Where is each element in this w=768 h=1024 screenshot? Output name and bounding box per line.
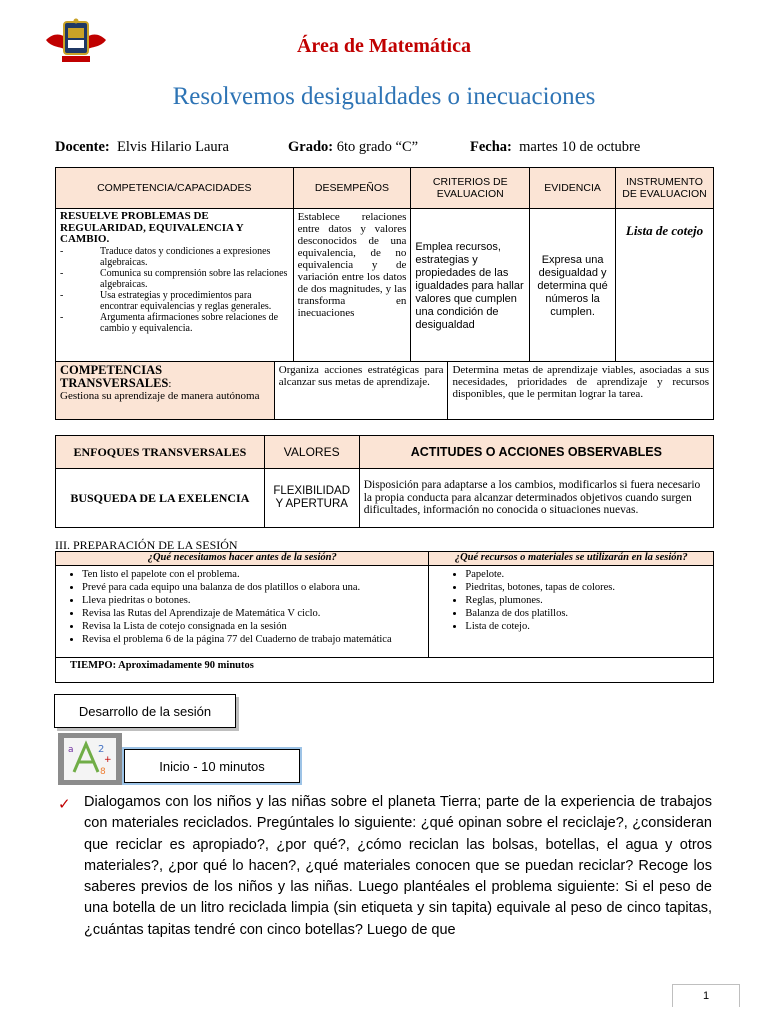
svg-text:2: 2 <box>98 744 105 755</box>
list-item: • Reglas, plumones. <box>465 594 709 607</box>
header-competencia: COMPETENCIA/CAPACIDADES <box>56 168 294 209</box>
tiempo-cell: TIEMPO: Aproximadamente 90 minutos <box>56 658 714 683</box>
list-item: • Lleva piedritas o botones. <box>82 594 424 607</box>
transversales-meta: Determina metas de aprendizaje viables, asociadas a sus necesidades, prioridades de aprendizaje y recursos disponibles, que le permitan lograr la tarea. <box>448 362 714 420</box>
header-actitudes: ACTITUDES O ACCIONES OBSERVABLES <box>359 436 713 469</box>
list-item: • Balanza de dos platillos. <box>465 607 709 620</box>
header-evidencia: EVIDENCIA <box>530 168 616 209</box>
evidencia-cell: Expresa una desigualdad y determina qué números la cumplen. <box>530 209 616 364</box>
docente-info: Docente: Elvis Hilario Laura <box>55 139 229 155</box>
header-desempenos: DESEMPEÑOS <box>293 168 411 209</box>
list-item: • Revisa la Lista de cotejo consignada en la sesión <box>82 620 424 633</box>
list-item: • Piedritas, botones, tapas de colores. <box>465 581 709 594</box>
area-title: Área de Matemática <box>296 35 471 57</box>
header-valores: VALORES <box>264 436 359 469</box>
preparacion-title: III. PREPARACIÓN DE LA SESIÓN <box>55 538 238 552</box>
session-title: Resolvemos desigualdades o inecuaciones <box>172 83 596 110</box>
capacidades-cell <box>56 209 294 364</box>
svg-text:a: a <box>68 745 74 755</box>
header-instrumento: INSTRUMENTO DE EVALUACION <box>616 168 714 209</box>
session-paragraph: Dialogamos con los niños y las niñas sobre el planeta Tierra; parte de la experiencia de trabajos con materiales reciclados. Pregúntales lo siguiente: ¿qué opinan sobre el reciclaje?, ¿consideran que reciclar es apropiado?, ¿por qué?, ¿cómo reciclan las bolsas, botellas, el agua y otros materiales?, ¿por qué lo hacen?, ¿qué materiales conocen que se puedan reciclar? Recoge los saberes previos de los niños y las niñas. Luego plantéales el problema siguiente: Si el peso de una botella de un litro reciclada limpia (sin etiqueta y sin tapita) equivale al peso de cinco tapitas, ¿cuántas tapitas tendré con cinco botellas? Luego de que <box>84 794 712 938</box>
inicio-label: Inicio - 10 minutos <box>124 749 300 783</box>
enfoque-cell: BUSQUEDA DE LA EXELENCIA <box>56 469 265 528</box>
transversales-cell: COMPETENCIAS TRANSVERSALES: Gestiona su aprendizaje de manera autónoma <box>56 362 275 420</box>
list-item: • Ten listo el papelote con el problema. <box>82 568 424 581</box>
list-item: • Revisa las Rutas del Aprendizaje de Matemática V ciclo. <box>82 607 424 620</box>
actitud-cell: Disposición para adaptarse a los cambios, modificarlos si fuera necesario la propia conducta para alcanzar determinados objetivos cuando surgen dificultades, información no conocida o situaciones nuevas. <box>359 469 713 528</box>
header-enfoques: ENFOQUES TRANSVERSALES <box>56 436 265 469</box>
grado-info <box>288 139 418 156</box>
valor-cell: FLEXIBILIDAD Y APERTURA <box>264 469 359 528</box>
fecha-info <box>470 139 640 156</box>
preparacion-table <box>55 551 714 683</box>
criterio-cell: Emplea recursos, estrategias y propiedades de las igualdades para hallar valores que cumplen una condición de desigualdad <box>411 209 530 364</box>
capacidad-item: - Argumenta afirmaciones sobre relaciones de cambio y equivalencia. <box>60 311 279 334</box>
docente-label: Docente <box>55 139 105 155</box>
transversales-table <box>55 361 714 420</box>
transversales-accion: Organiza acciones estratégicas para alcanzar sus metas de aprendizaje. <box>274 362 448 420</box>
header-criterios: CRITERIOS DE EVALUACION <box>411 168 530 209</box>
page-number: 1 <box>672 984 740 1007</box>
capacidad-item: - Usa estrategias y procedimientos para encontrar equivalencias y reglas generales. <box>60 289 272 312</box>
grado-label: Grado: <box>288 139 334 155</box>
list-item: • Lista de cotejo. <box>465 620 709 633</box>
competencias-table <box>55 167 714 364</box>
capacidad-item: - Traduce datos y condiciones a expresiones algebraicas. <box>60 245 271 268</box>
fecha-label: Fecha: <box>470 139 512 155</box>
svg-text:8: 8 <box>100 767 106 777</box>
math-symbols-icon <box>64 738 116 780</box>
grado-value: 6to grado “C” <box>336 139 419 155</box>
transversales-title: COMPETENCIAS TRANSVERSALES <box>60 363 169 390</box>
list-item: • Prevé para cada equipo una balanza de dos platillos o elabora una. <box>82 581 424 594</box>
fecha-value: martes 10 de octubre <box>519 139 641 155</box>
capacidad-item: - Comunica su comprensión sobre las relaciones algebraicas. <box>60 267 288 290</box>
list-item: • Revisa el problema 6 de la página 77 del Cuaderno de trabajo matemática <box>82 633 424 646</box>
checkmark-icon: ✓ <box>58 795 71 813</box>
desarrollo-label: Desarrollo de la sesión <box>54 694 236 728</box>
instrumento-cell: Lista de cotejo <box>616 209 714 364</box>
recursos-cell <box>429 566 714 658</box>
docente-value: Elvis Hilario Laura <box>117 139 229 155</box>
list-item: • Papelote. <box>465 568 709 581</box>
enfoques-table <box>55 435 714 528</box>
header-antes: ¿Qué necesitamos hacer antes de la sesión? <box>56 552 429 566</box>
header-recursos: ¿Qué recursos o materiales se utilizarán en la sesión? <box>429 552 714 566</box>
antes-cell <box>56 566 429 658</box>
svg-text:+: + <box>104 755 112 765</box>
transversales-desc: Gestiona su aprendizaje de manera autónoma <box>60 390 260 402</box>
desempeno-cell: Establece relaciones entre datos y valores desconocidos de una equivalencia, de no equivalencia y de variación entre los datos de dos magnitudes, y las transforma en inecuaciones <box>293 209 411 364</box>
competencia-head: RESUELVE PROBLEMAS DE REGULARIDAD, EQUIVALENCIA Y CAMBIO. <box>60 210 244 245</box>
